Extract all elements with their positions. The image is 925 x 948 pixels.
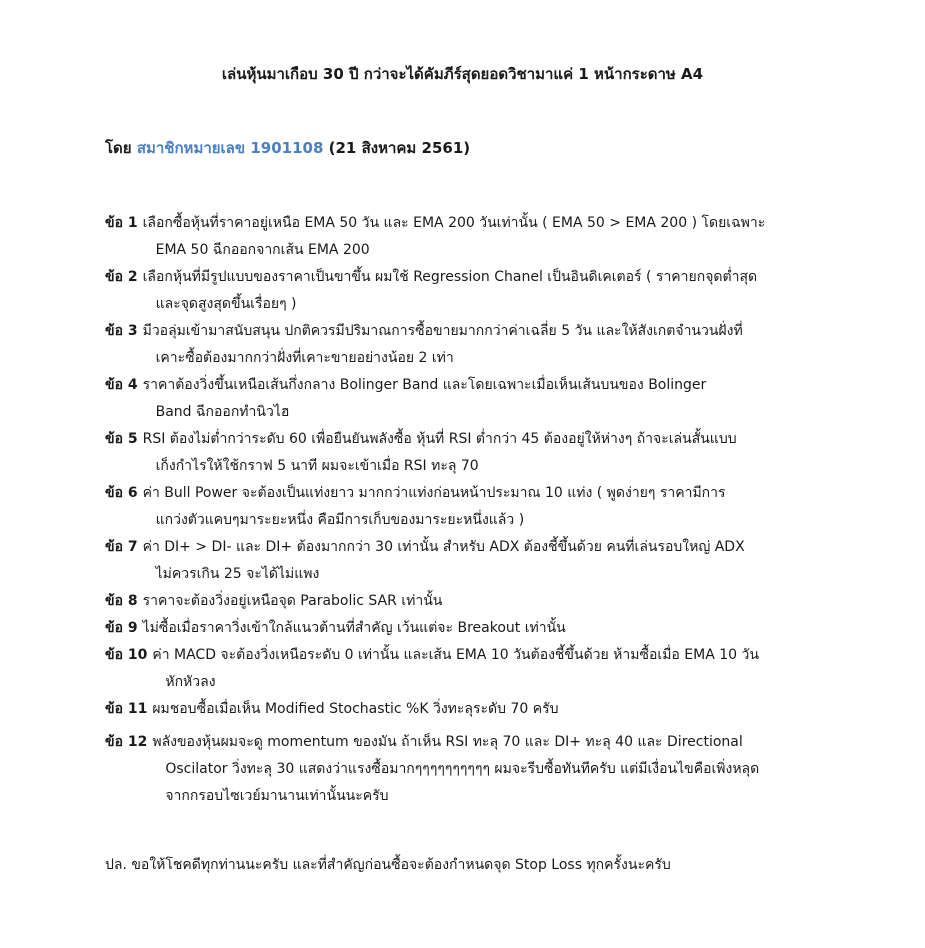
byline <box>105 137 470 159</box>
rule-text <box>143 534 835 588</box>
rule-item <box>105 588 835 615</box>
rule-number: ข้อ 8 <box>105 593 138 609</box>
rule-line: EMA 50 ฉีกออกจากเส้น EMA 200 <box>155 242 370 258</box>
rule-item <box>105 480 835 534</box>
postscript: ปล. ขอให้โชคดีทุกท่านนะครับ และที่สำคัญก่อนซื้อจะต้องกำหนดจุด Stop Loss ทุกครั้งนะครับ <box>105 857 671 873</box>
rules-list <box>105 210 835 810</box>
rule-line: พลังของหุ้นผมจะดู momentum ของมัน ถ้าเห็น RSI ทะลุ 70 และ DI+ ทะลุ 40 และ Directional <box>152 734 743 750</box>
rule-line: RSI ต้องไม่ต่ำกว่าระดับ 60 เพื่อยืนยันพลังซื้อ หุ้นที่ RSI ต่ำกว่า 45 ต้องอยู่ให้ห่างๆ ถ้าจะเล่นสั้นแบบ <box>142 431 737 447</box>
rule-number: ข้อ 3 <box>105 323 138 339</box>
rule-text <box>152 729 835 810</box>
rule-line: ผมชอบซื้อเมื่อเห็น Modified Stochastic %K วิ่งทะลุระดับ 70 ครับ <box>152 701 559 717</box>
rule-line: ไม่ซื้อเมื่อราคาวิ่งเข้าใกล้แนวต้านที่สำคัญ เว้นแต่จะ Breakout เท่านั้น <box>142 620 566 636</box>
rule-line: ค่า Bull Power จะต้องเป็นแท่งยาว มากกว่าแท่งก่อนหน้าประมาณ 10 แท่ง ( พูดง่ายๆ ราคามีการ <box>142 485 726 501</box>
rule-item <box>105 615 835 642</box>
rule-line: เก็งกำไรให้ใช้กราฟ 5 นาที ผมจะเข้าเมื่อ RSI ทะลุ 70 <box>155 458 479 474</box>
rule-text <box>143 264 835 318</box>
rule-line: และจุดสูงสุดขึ้นเรื่อยๆ ) <box>155 296 297 312</box>
rule-number: ข้อ 5 <box>105 431 138 447</box>
rule-line: Band ฉีกออกทำนิวไฮ <box>155 404 290 420</box>
rule-number: ข้อ 6 <box>105 485 138 501</box>
rule-line: ค่า DI+ > DI- และ DI+ ต้องมากกว่า 30 เท่านั้น สำหรับ ADX ต้องชี้ขึ้นด้วย คนที่เล่นรอบใหญ่ ADX <box>142 539 745 555</box>
rule-number: ข้อ 11 <box>105 701 148 717</box>
rule-item <box>105 426 835 480</box>
byline-prefix: โดย <box>105 139 132 157</box>
rule-text <box>143 426 835 480</box>
rule-number: ข้อ 1 <box>105 215 138 231</box>
byline-date: (21 สิงหาคม 2561) <box>328 139 471 157</box>
rule-line: เลือกซื้อหุ้นที่ราคาอยู่เหนือ EMA 50 วัน และ EMA 200 วันเท่านั้น ( EMA 50 > EMA 200 ) โดยเฉพาะ <box>142 215 766 231</box>
rule-number: ข้อ 7 <box>105 539 138 555</box>
rule-line: เคาะซื้อต้องมากกว่าฝั่งที่เคาะขายอย่างน้อย 2 เท่า <box>155 350 454 366</box>
rule-number: ข้อ 12 <box>105 734 148 750</box>
rule-text <box>143 480 835 534</box>
rule-item <box>105 264 835 318</box>
document-title: เล่นหุ้นมาเกือบ 30 ปี กว่าจะได้คัมภีร์สุดยอดวิชามาแค่ 1 หน้ากระดาษ A4 <box>221 65 704 83</box>
rule-item <box>105 318 835 372</box>
rule-line: มีวอลุ่มเข้ามาสนับสนุน ปกติควรมีปริมาณการซื้อขายมากกว่าค่าเฉลี่ย 5 วัน และให้สังเกตจำนวนฝั่งที่ <box>142 323 743 339</box>
rule-item <box>105 372 835 426</box>
rule-item <box>105 534 835 588</box>
rule-line: ค่า MACD จะต้องวิ่งเหนือระดับ 0 เท่านั้น และเส้น EMA 10 วันต้องชี้ขึ้นด้วย ห้ามซื้อเมื่อ EMA 10 วัน <box>152 647 759 663</box>
rule-text <box>152 696 835 723</box>
rule-number: ข้อ 2 <box>105 269 138 285</box>
rule-text <box>152 642 835 696</box>
rule-line: เลือกหุ้นที่มีรูปแบบของราคาเป็นขาขึ้น ผมใช้ Regression Chanel เป็นอินดิเคเตอร์ ( ราคายกจุดต่ำสุด <box>142 269 758 285</box>
rule-line: ราคาจะต้องวิ่งอยู่เหนือจุด Parabolic SAR เท่านั้น <box>142 593 443 609</box>
rule-line: แกว่งตัวแคบๆมาระยะหนึ่ง คือมีการเก็บของมาระยะหนึ่งแล้ว ) <box>155 512 525 528</box>
rule-line: หักหัวลง <box>165 674 216 690</box>
rule-text <box>143 615 835 642</box>
rule-text <box>143 318 835 372</box>
rule-number: ข้อ 9 <box>105 620 138 636</box>
rule-item <box>105 210 835 264</box>
rule-item <box>105 642 835 696</box>
rule-number: ข้อ 4 <box>105 377 138 393</box>
rule-line: ราคาต้องวิ่งขึ้นเหนือเส้นกึ่งกลาง Bolinger Band และโดยเฉพาะเมื่อเห็นเส้นบนของ Bolinger <box>142 377 707 393</box>
rule-number: ข้อ 10 <box>105 647 148 663</box>
rule-line: ไม่ควรเกิน 25 จะได้ไม่แพง <box>155 566 320 582</box>
rule-line: จากกรอบไซเวย์มานานเท่านั้นนะครับ <box>165 788 389 804</box>
rule-line: Oscilator วิ่งทะลุ 30 แสดงว่าแรงซื้อมากๆๆๆๆๆๆๆๆๆๆ ผมจะรีบซื้อทันทีครับ แต่มีเงื่อนไขคือเพิ่งหลุด <box>165 761 760 777</box>
rule-text <box>143 372 835 426</box>
rule-text <box>143 210 835 264</box>
rule-item <box>105 729 835 810</box>
member-link[interactable]: สมาชิกหมายเลข 1901108 <box>136 139 324 157</box>
rule-text <box>143 588 835 615</box>
rule-item <box>105 696 835 723</box>
